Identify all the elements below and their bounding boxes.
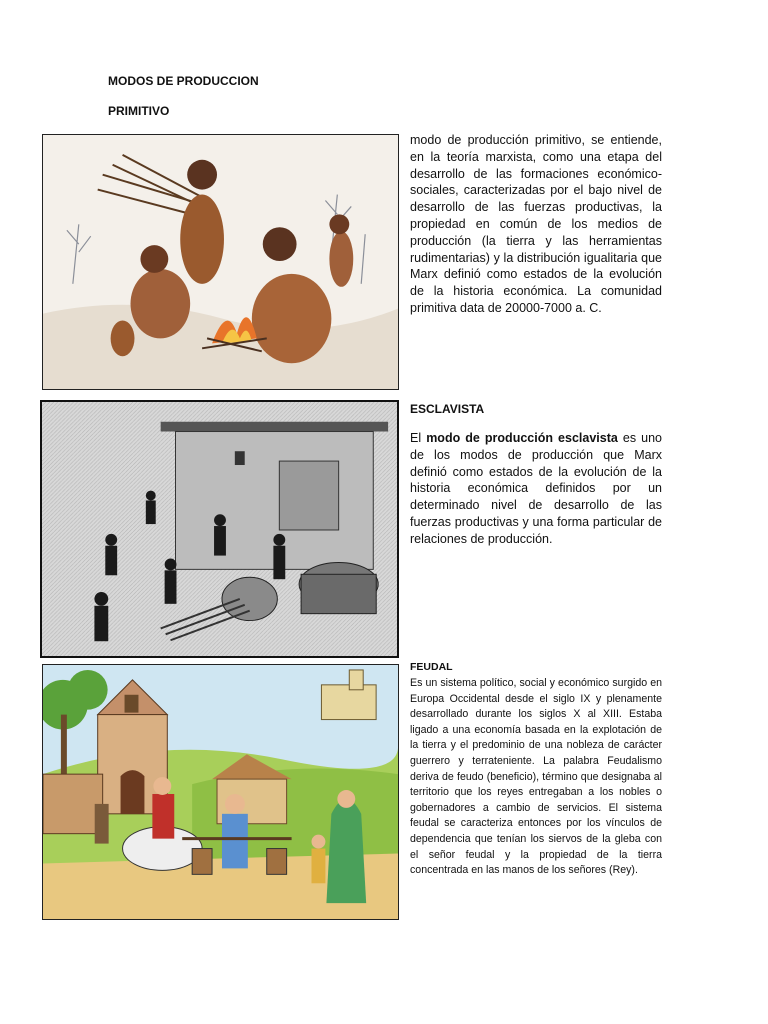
heading-esclavista: ESCLAVISTA xyxy=(410,402,485,416)
esclavista-bold: modo de producción esclavista xyxy=(426,431,618,445)
heading-primitivo: PRIMITIVO xyxy=(108,104,170,118)
slavery-illustration xyxy=(42,402,397,656)
esclavista-rest: es uno de los modos de producción que Marx definió como estados de la evolución de la historia económica definidos por un determinado nivel de desarrollo de las fuerzas productivas y una forma particular de relaciones de producción. xyxy=(410,431,662,546)
figure-primitive xyxy=(42,134,399,390)
figure-esclavista xyxy=(40,400,399,658)
heading-feudal: FEUDAL xyxy=(410,661,453,673)
text-esclavista xyxy=(410,430,662,548)
esclavista-intro: El xyxy=(410,431,427,445)
text-primitivo: modo de producción primitivo, se entiende, en la teoría marxista, como una etapa del desarrollo de las formaciones económico-sociales, caracterizadas por el bajo nivel de desarrollo de las fuerzas productivas, la propiedad en común de los medios de producción (la tierra y las herramientas rudimentarias) y la distribución igualitaria que Marx definió como estados de la evolución de la historia económica. La comunidad primitiva data de 20000-7000 a. C. xyxy=(410,133,662,315)
feudal-illustration xyxy=(43,665,398,919)
text-feudal: Es un sistema político, social y económico surgido en Europa Occidental desde el siglo IX y plenamente desarrollado durante los siglos X al XIII. Estaba ligado a una economía basada en la explotación de la tierra y el predominio de una nobleza de carácter guerrero y terrateniente. La palabra Feudalismo deriva de feudo (beneficio), término que designaba al territorio que los reyes entregaban a los nobles o gobernadores a cambio de servicios. El sistema feudal se caracteriza entonces por los vínculos de dependencia que tenían los siervos de la gleba con el señor feudal y la propiedad de la tierra concentrada en las manos de los señores (Rey). xyxy=(410,677,662,877)
primitive-illustration xyxy=(43,135,398,389)
figure-feudal xyxy=(42,664,399,920)
page-title: MODOS DE PRODUCCION xyxy=(108,74,259,88)
